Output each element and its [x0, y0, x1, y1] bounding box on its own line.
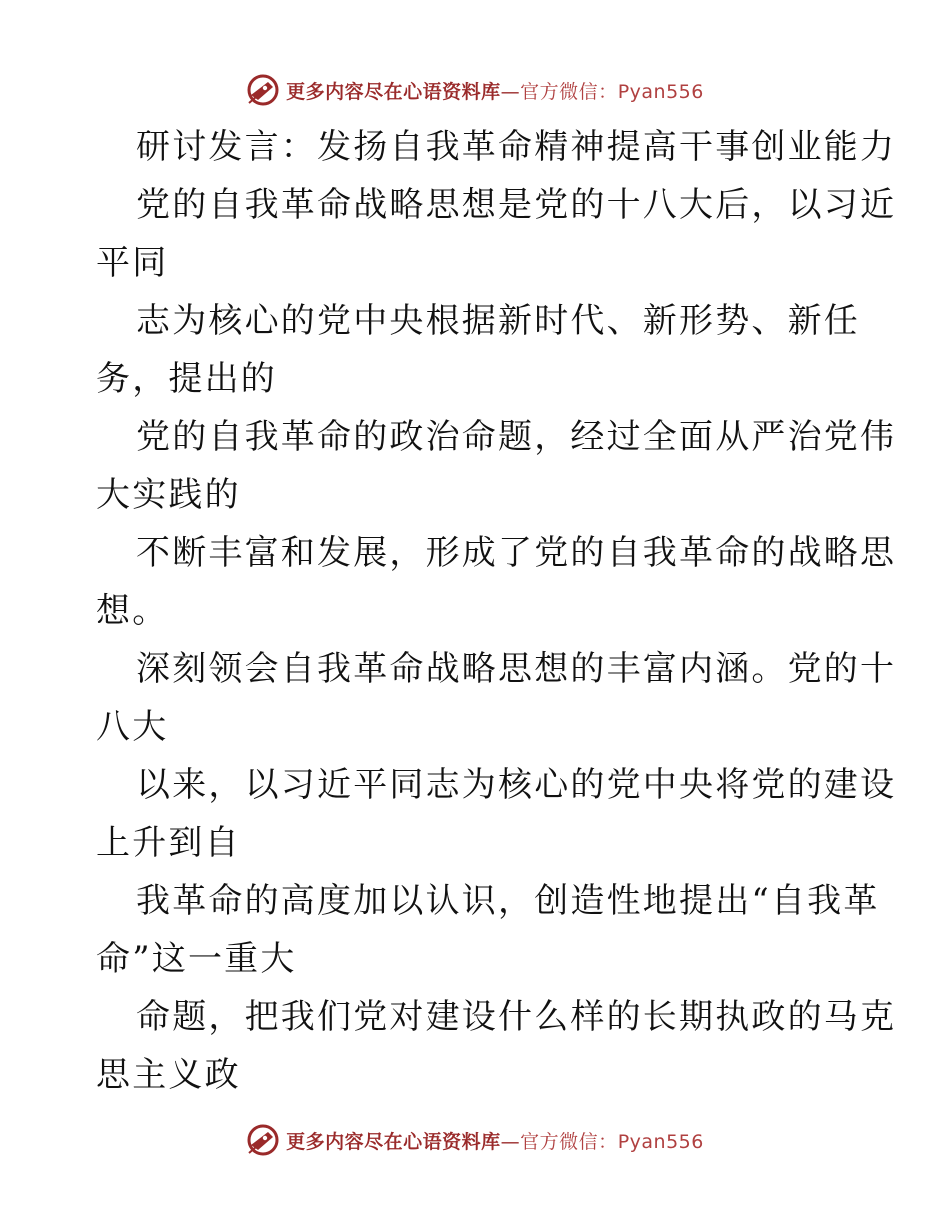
header-banner-wechat-id: Pyan556	[617, 80, 704, 103]
footer-banner-wechat-label: 官方微信：	[520, 1130, 618, 1153]
document-title: 研讨发言：发扬自我革命精神提高干事创业能力	[136, 127, 897, 167]
paragraph-line: 想。	[96, 591, 169, 631]
paragraph-line: 志为核心的党中央根据新时代、新形势、新任	[136, 301, 860, 341]
footer-banner-text	[286, 1127, 704, 1154]
pen-nib-logo-icon	[246, 1123, 280, 1157]
footer-banner-wechat-id: Pyan556	[617, 1130, 704, 1153]
paragraph-line: 大实践的	[96, 475, 241, 515]
paragraph-line: 思主义政	[96, 1055, 241, 1095]
paragraph-line: 党的自我革命的政治命题，经过全面从严治党伟	[136, 417, 897, 457]
paragraph-line: 上升到自	[96, 823, 241, 863]
paragraph-line: 八大	[96, 707, 169, 747]
paragraph-line: 务，提出的	[96, 359, 277, 399]
header-banner-title: 更多内容尽在心语资料库	[286, 80, 501, 103]
pen-nib-logo-icon	[246, 73, 280, 107]
header-banner	[0, 70, 950, 110]
paragraph-line: 命题，把我们党对建设什么样的长期执政的马克	[136, 997, 897, 1037]
paragraph-line: 我革命的高度加以认识，创造性地提出“自我革	[136, 881, 880, 921]
paragraph-line: 党的自我革命战略思想是党的十八大后，以习近	[136, 185, 897, 225]
paragraph-line: 深刻领会自我革命战略思想的丰富内涵。党的十	[136, 649, 897, 689]
footer-banner-title: 更多内容尽在心语资料库	[286, 1130, 501, 1153]
paragraph-line: 不断丰富和发展，形成了党的自我革命的战略思	[136, 533, 897, 573]
paragraph-line: 以来，以习近平同志为核心的党中央将党的建设	[136, 765, 897, 805]
header-banner-text	[286, 77, 704, 104]
header-banner-wechat-label: 官方微信：	[520, 80, 618, 103]
footer-banner-dash: —	[500, 1130, 521, 1153]
header-banner-dash: —	[500, 80, 521, 103]
document-body	[96, 118, 897, 1104]
paragraph-line: 平同	[96, 243, 169, 283]
paragraph-line: 命”这一重大	[96, 939, 297, 979]
footer-banner	[0, 1120, 950, 1160]
